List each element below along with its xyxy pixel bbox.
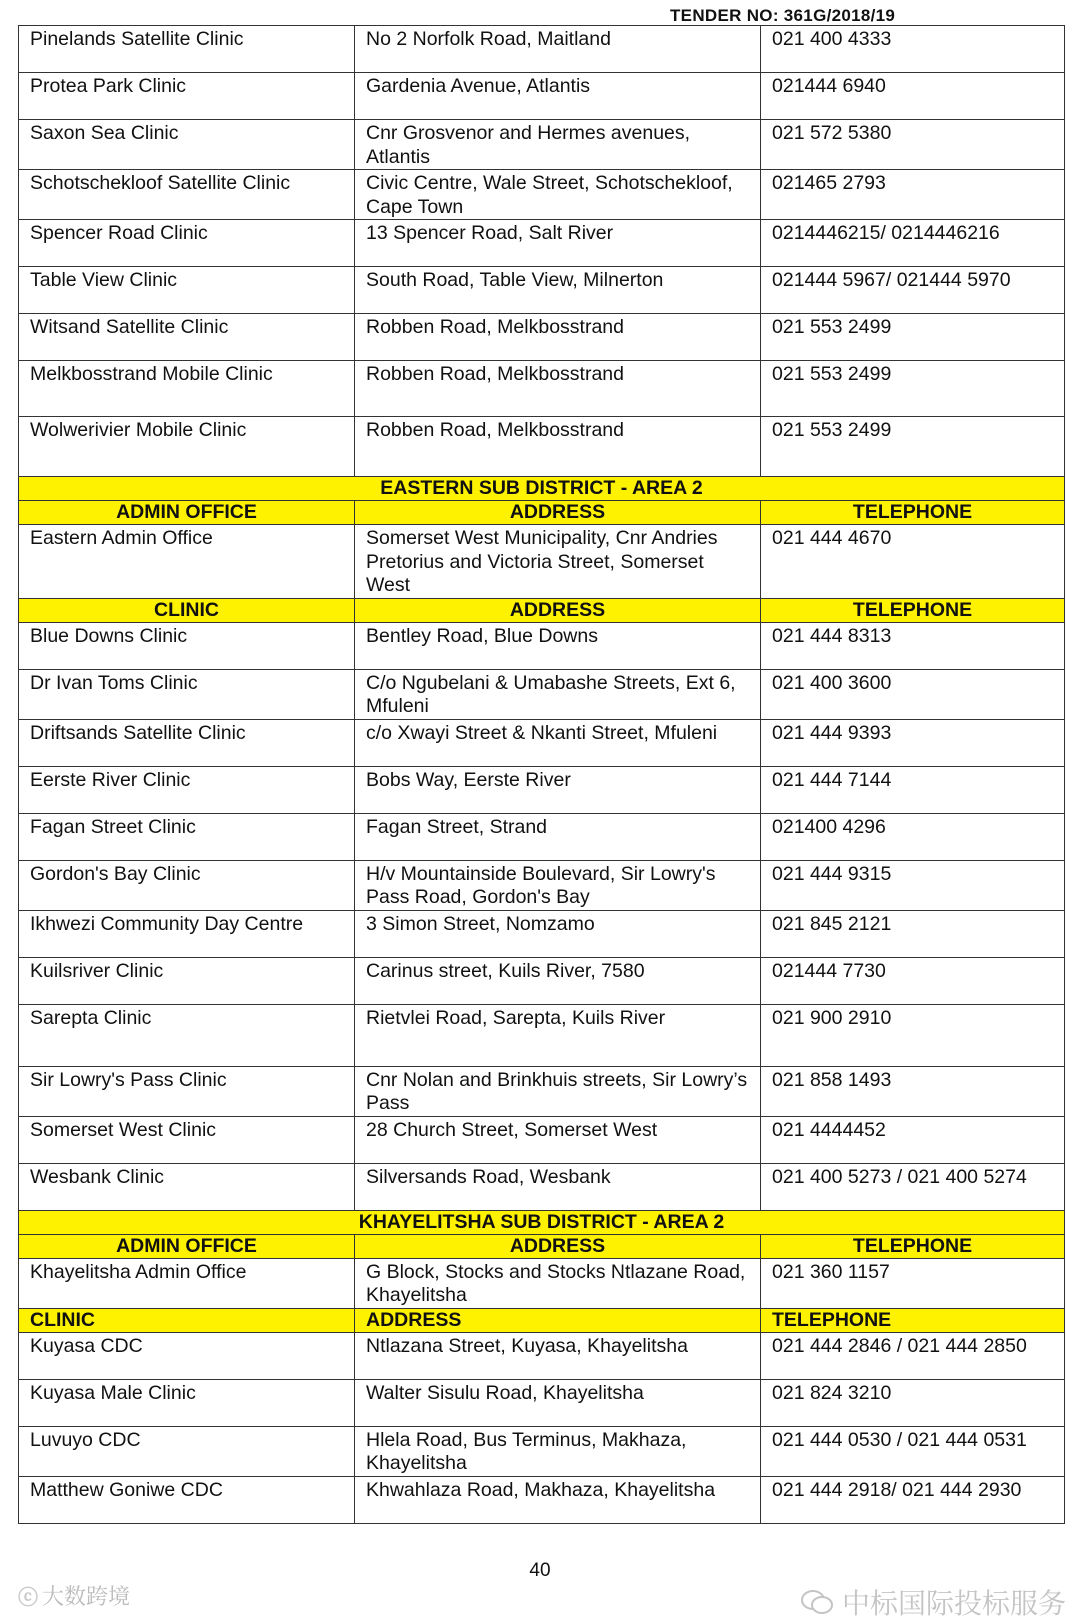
clinic-name-cell: Ikhwezi Community Day Centre bbox=[19, 910, 355, 957]
clinic-name-cell: Dr Ivan Toms Clinic bbox=[19, 669, 355, 719]
telephone-cell: 021 572 5380 bbox=[761, 120, 1065, 170]
clinic-name-cell: Matthew Goniwe CDC bbox=[19, 1476, 355, 1523]
address-cell: Bentley Road, Blue Downs bbox=[355, 622, 761, 669]
address-cell: Fagan Street, Strand bbox=[355, 813, 761, 860]
watermark-logo-icon: ⓒ bbox=[18, 1587, 38, 1609]
address-cell: Bobs Way, Eerste River bbox=[355, 766, 761, 813]
watermark-left-text: 大数跨境 bbox=[42, 1584, 131, 1609]
telephone-cell: 021 553 2499 bbox=[761, 361, 1065, 417]
telephone-cell: 021 553 2499 bbox=[761, 417, 1065, 477]
clinic-name-cell: Protea Park Clinic bbox=[19, 73, 355, 120]
address-cell: C/o Ngubelani & Umabashe Streets, Ext 6, Mfuleni bbox=[355, 669, 761, 719]
clinic-header-row bbox=[19, 1308, 1065, 1332]
clinic-name-cell: Melkbosstrand Mobile Clinic bbox=[19, 361, 355, 417]
telephone-cell: TELEPHONE bbox=[761, 501, 1065, 525]
clinic-name-cell: Sir Lowry's Pass Clinic bbox=[19, 1066, 355, 1116]
telephone-cell: 021400 4296 bbox=[761, 813, 1065, 860]
address-cell: South Road, Table View, Milnerton bbox=[355, 267, 761, 314]
tender-number: TENDER NO: 361G/2018/19 bbox=[670, 6, 896, 25]
telephone-cell: 021444 6940 bbox=[761, 73, 1065, 120]
table-row bbox=[19, 1476, 1065, 1523]
table-row bbox=[19, 170, 1065, 220]
clinic-name-cell: Khayelitsha Admin Office bbox=[19, 1258, 355, 1308]
address-cell: Cnr Nolan and Brinkhuis streets, Sir Lowry’s Pass bbox=[355, 1066, 761, 1116]
watermark-left bbox=[18, 1580, 130, 1611]
admin-header-row bbox=[19, 1234, 1065, 1258]
clinic-name-cell: Schotschekloof Satellite Clinic bbox=[19, 170, 355, 220]
telephone-cell: TELEPHONE bbox=[761, 598, 1065, 622]
address-cell: ADDRESS bbox=[355, 598, 761, 622]
address-cell: c/o Xwayi Street & Nkanti Street, Mfuleni bbox=[355, 719, 761, 766]
clinic-name-cell: CLINIC bbox=[19, 1308, 355, 1332]
address-cell: Robben Road, Melkbosstrand bbox=[355, 314, 761, 361]
telephone-cell: TELEPHONE bbox=[761, 1234, 1065, 1258]
table-row bbox=[19, 622, 1065, 669]
table-row bbox=[19, 766, 1065, 813]
clinic-name-cell: Kuyasa CDC bbox=[19, 1332, 355, 1379]
clinic-name-cell: Spencer Road Clinic bbox=[19, 220, 355, 267]
clinic-name-cell: Driftsands Satellite Clinic bbox=[19, 719, 355, 766]
telephone-cell: 021 845 2121 bbox=[761, 910, 1065, 957]
table-row bbox=[19, 1332, 1065, 1379]
telephone-cell: 021 444 2918/ 021 444 2930 bbox=[761, 1476, 1065, 1523]
table-row bbox=[19, 220, 1065, 267]
address-cell: Rietvlei Road, Sarepta, Kuils River bbox=[355, 1004, 761, 1066]
address-cell: Ntlazana Street, Kuyasa, Khayelitsha bbox=[355, 1332, 761, 1379]
clinic-name-cell: Kuyasa Male Clinic bbox=[19, 1379, 355, 1426]
telephone-cell: 021 360 1157 bbox=[761, 1258, 1065, 1308]
admin-header-row bbox=[19, 501, 1065, 525]
address-cell: ADDRESS bbox=[355, 1308, 761, 1332]
telephone-cell: 021 858 1493 bbox=[761, 1066, 1065, 1116]
address-cell: ADDRESS bbox=[355, 501, 761, 525]
telephone-cell: 021 553 2499 bbox=[761, 314, 1065, 361]
telephone-cell: 021 444 8313 bbox=[761, 622, 1065, 669]
admin-row bbox=[19, 525, 1065, 599]
table-row bbox=[19, 957, 1065, 1004]
telephone-cell: 021 400 5273 / 021 400 5274 bbox=[761, 1163, 1065, 1210]
telephone-cell: 021465 2793 bbox=[761, 170, 1065, 220]
telephone-cell: 0214446215/ 0214446216 bbox=[761, 220, 1065, 267]
address-cell: Khwahlaza Road, Makhaza, Khayelitsha bbox=[355, 1476, 761, 1523]
section-title: KHAYELITSHA SUB DISTRICT - AREA 2 bbox=[19, 1210, 1065, 1234]
clinic-name-cell: Witsand Satellite Clinic bbox=[19, 314, 355, 361]
clinic-name-cell: Luvuyo CDC bbox=[19, 1426, 355, 1476]
telephone-cell: 021444 5967/ 021444 5970 bbox=[761, 267, 1065, 314]
telephone-cell: 021 824 3210 bbox=[761, 1379, 1065, 1426]
khayelitsha-section-header bbox=[19, 1210, 1065, 1234]
table-row bbox=[19, 73, 1065, 120]
telephone-cell: 021 4444452 bbox=[761, 1116, 1065, 1163]
table-row bbox=[19, 1426, 1065, 1476]
table-row bbox=[19, 361, 1065, 417]
table-row bbox=[19, 314, 1065, 361]
address-cell: 13 Spencer Road, Salt River bbox=[355, 220, 761, 267]
address-cell: H/v Mountainside Boulevard, Sir Lowry's Pass Road, Gordon's Bay bbox=[355, 860, 761, 910]
clinic-name-cell: ADMIN OFFICE bbox=[19, 1234, 355, 1258]
telephone-cell: 021 444 0530 / 021 444 0531 bbox=[761, 1426, 1065, 1476]
section-title: EASTERN SUB DISTRICT - AREA 2 bbox=[19, 477, 1065, 501]
table-row bbox=[19, 1116, 1065, 1163]
table-row bbox=[19, 813, 1065, 860]
clinic-name-cell: Eastern Admin Office bbox=[19, 525, 355, 599]
clinic-name-cell: Table View Clinic bbox=[19, 267, 355, 314]
watermark-right bbox=[800, 1582, 1066, 1622]
clinic-directory-table bbox=[18, 25, 1065, 1524]
telephone-cell: 021 444 9315 bbox=[761, 860, 1065, 910]
telephone-cell: 021444 7730 bbox=[761, 957, 1065, 1004]
watermark-right-text: 中标国际投标服务 bbox=[842, 1588, 1067, 1619]
telephone-cell: 021 444 2846 / 021 444 2850 bbox=[761, 1332, 1065, 1379]
clinic-name-cell: Wolwerivier Mobile Clinic bbox=[19, 417, 355, 477]
clinic-name-cell: Blue Downs Clinic bbox=[19, 622, 355, 669]
table-row bbox=[19, 1066, 1065, 1116]
table-row bbox=[19, 669, 1065, 719]
clinic-name-cell: Somerset West Clinic bbox=[19, 1116, 355, 1163]
telephone-cell: 021 900 2910 bbox=[761, 1004, 1065, 1066]
telephone-cell: 021 400 4333 bbox=[761, 26, 1065, 73]
table-row bbox=[19, 910, 1065, 957]
address-cell: G Block, Stocks and Stocks Ntlazane Road, Khayelitsha bbox=[355, 1258, 761, 1308]
clinic-name-cell: Eerste River Clinic bbox=[19, 766, 355, 813]
address-cell: 3 Simon Street, Nomzamo bbox=[355, 910, 761, 957]
clinic-name-cell: Gordon's Bay Clinic bbox=[19, 860, 355, 910]
admin-row bbox=[19, 1258, 1065, 1308]
clinic-name-cell: CLINIC bbox=[19, 598, 355, 622]
telephone-cell: 021 444 7144 bbox=[761, 766, 1065, 813]
telephone-cell: TELEPHONE bbox=[761, 1308, 1065, 1332]
address-cell: ADDRESS bbox=[355, 1234, 761, 1258]
address-cell: Gardenia Avenue, Atlantis bbox=[355, 73, 761, 120]
table-row bbox=[19, 1163, 1065, 1210]
address-cell: No 2 Norfolk Road, Maitland bbox=[355, 26, 761, 73]
address-cell: Silversands Road, Wesbank bbox=[355, 1163, 761, 1210]
table-row bbox=[19, 1379, 1065, 1426]
address-cell: Walter Sisulu Road, Khayelitsha bbox=[355, 1379, 761, 1426]
clinic-name-cell: Sarepta Clinic bbox=[19, 1004, 355, 1066]
address-cell: Robben Road, Melkbosstrand bbox=[355, 417, 761, 477]
telephone-cell: 021 400 3600 bbox=[761, 669, 1065, 719]
clinic-name-cell: ADMIN OFFICE bbox=[19, 501, 355, 525]
address-cell: Carinus street, Kuils River, 7580 bbox=[355, 957, 761, 1004]
page-number: 40 bbox=[529, 1560, 551, 1581]
address-cell: Cnr Grosvenor and Hermes avenues, Atlantis bbox=[355, 120, 761, 170]
eastern-section-header bbox=[19, 477, 1065, 501]
table-row bbox=[19, 267, 1065, 314]
address-cell: Somerset West Municipality, Cnr Andries Pretorius and Victoria Street, Somerset West bbox=[355, 525, 761, 599]
table-row bbox=[19, 719, 1065, 766]
clinic-name-cell: Fagan Street Clinic bbox=[19, 813, 355, 860]
address-cell: 28 Church Street, Somerset West bbox=[355, 1116, 761, 1163]
clinic-name-cell: Wesbank Clinic bbox=[19, 1163, 355, 1210]
address-cell: Hlela Road, Bus Terminus, Makhaza, Khayelitsha bbox=[355, 1426, 761, 1476]
telephone-cell: 021 444 9393 bbox=[761, 719, 1065, 766]
clinic-name-cell: Saxon Sea Clinic bbox=[19, 120, 355, 170]
telephone-cell: 021 444 4670 bbox=[761, 525, 1065, 599]
table-row bbox=[19, 120, 1065, 170]
table-row bbox=[19, 860, 1065, 910]
clinic-name-cell: Pinelands Satellite Clinic bbox=[19, 26, 355, 73]
address-cell: Robben Road, Melkbosstrand bbox=[355, 361, 761, 417]
table-row bbox=[19, 1004, 1065, 1066]
clinic-header-row bbox=[19, 598, 1065, 622]
clinic-name-cell: Kuilsriver Clinic bbox=[19, 957, 355, 1004]
wechat-icon bbox=[800, 1589, 834, 1615]
address-cell: Civic Centre, Wale Street, Schotschekloof, Cape Town bbox=[355, 170, 761, 220]
table-row bbox=[19, 417, 1065, 477]
table-row bbox=[19, 26, 1065, 73]
